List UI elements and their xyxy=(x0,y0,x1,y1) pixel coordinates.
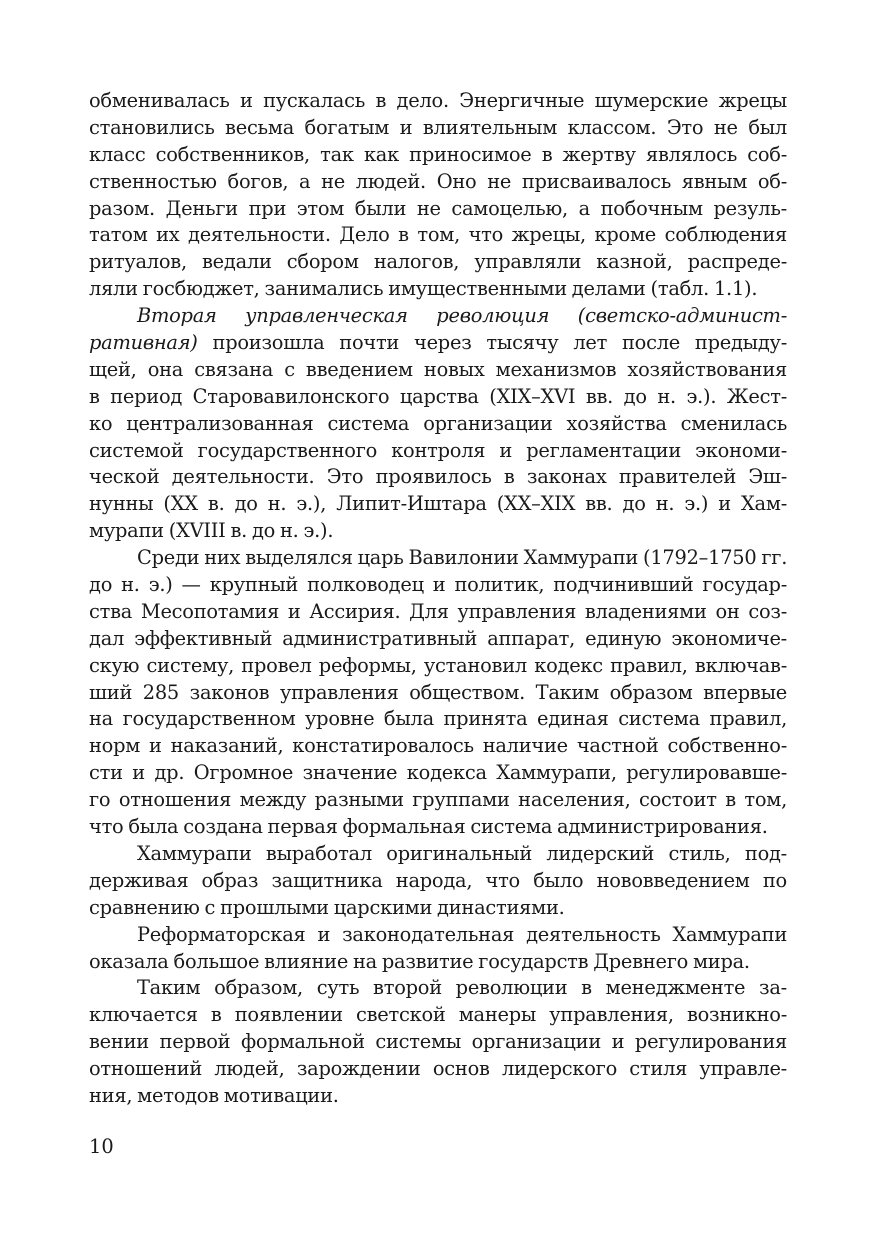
text-line: го отношения между разными группами населения, состоит в том, xyxy=(89,788,787,812)
text-line: Реформаторская и законодательная деятельность Хаммурапи xyxy=(137,922,787,946)
text-line: дал эффективный административный аппарат, единую экономиче- xyxy=(89,626,787,650)
text-line: вении первой формальной системы организации и регулирования xyxy=(89,1030,787,1054)
text-line: Хаммурапи выработал оригинальный лидерский стиль, под- xyxy=(137,841,787,865)
page-number: 10 xyxy=(89,1135,114,1158)
text-line: ческой деятельности. Это проявилось в законах правителей Эш- xyxy=(89,465,787,489)
text-line: разом. Деньги при этом были не самоцелью, а побочным резуль- xyxy=(89,196,787,220)
text-line: оказала большое влияние на развитие государств Древнего мира. xyxy=(89,949,750,973)
text-line: норм и наказаний, констатировалось наличие частной собственно- xyxy=(89,734,787,758)
text-line: до н. э.) — крупный полководец и политик, подчинивший государ- xyxy=(89,573,787,597)
text-line: отношений людей, зарождении основ лидерского стиля управле- xyxy=(89,1057,787,1081)
text-line: класс собственников, так как приносимое в жертву являлось соб- xyxy=(89,142,787,166)
text-line: сравнению с прошлыми царскими династиями. xyxy=(89,895,565,919)
text-line: в период Старовавилонского царства (XIX–XVI вв. до н. э.). Жест- xyxy=(89,384,787,408)
text-line-mixed xyxy=(89,330,787,357)
text-line: скую систему, провел реформы, установил кодекс правил, включав- xyxy=(89,653,787,677)
text-line: татом их деятельности. Дело в том, что жрецы, кроме соблюдения xyxy=(89,223,787,247)
text-line: ключается в появлении светской манеры управления, возникно- xyxy=(89,1003,787,1027)
text-line: держивая образ защитника народа, что было нововведением по xyxy=(89,868,787,892)
text-line: Таким образом, суть второй революции в менеджменте за- xyxy=(137,976,787,1000)
text-line: ляли госбюджет, занимались имущественными делами (табл. 1.1). xyxy=(89,277,758,301)
text-line: сти и др. Огромное значение кодекса Хаммурапи, регулировавше- xyxy=(89,761,787,785)
text-line: ритуалов, ведали сбором налогов, управляли казной, распреде- xyxy=(89,250,787,274)
text-line: на государственном уровне была принята единая система правил, xyxy=(89,707,787,731)
text-line: ства Месопотамия и Ассирия. Для управления владениями он соз- xyxy=(89,599,787,623)
text-line: ния, методов мотивации. xyxy=(89,1083,339,1107)
text-line-italic: Вторая управленческая революция (светско-админист- xyxy=(137,304,787,328)
text-line: Среди них выделялся царь Вавилонии Хаммурапи (1792–1750 гг. xyxy=(137,546,788,570)
text-line: мурапи (XVIII в. до н. э.). xyxy=(89,519,334,543)
italic-term: ративная) xyxy=(89,331,198,355)
text-line: что была создана первая формальная система администрирования. xyxy=(89,815,768,839)
text-line: становились весьма богатым и влиятельным классом. Это не был xyxy=(89,115,787,139)
text-line: ший 285 законов управления обществом. Таким образом впервые xyxy=(89,680,787,704)
text-line: ственностью богов, а не людей. Оно не присваивалось явным об- xyxy=(89,169,787,193)
text-line: щей, она связана с введением новых механизмов хозяйствования xyxy=(89,357,787,381)
text-line: нунны (XX в. до н. э.), Липит-Иштара (XX–XIX вв. до н. э.) и Хам- xyxy=(89,492,787,516)
text-fragment: произошла почти через тысячу лет после предыду- xyxy=(197,331,787,355)
body-text xyxy=(89,88,787,1110)
text-line: ко централизованная система организации хозяйства сменилась xyxy=(89,411,787,435)
text-line: системой государственного контроля и регламентации экономи- xyxy=(89,438,787,462)
text-line: обменивалась и пускалась в дело. Энергичные шумерские жрецы xyxy=(89,89,787,112)
